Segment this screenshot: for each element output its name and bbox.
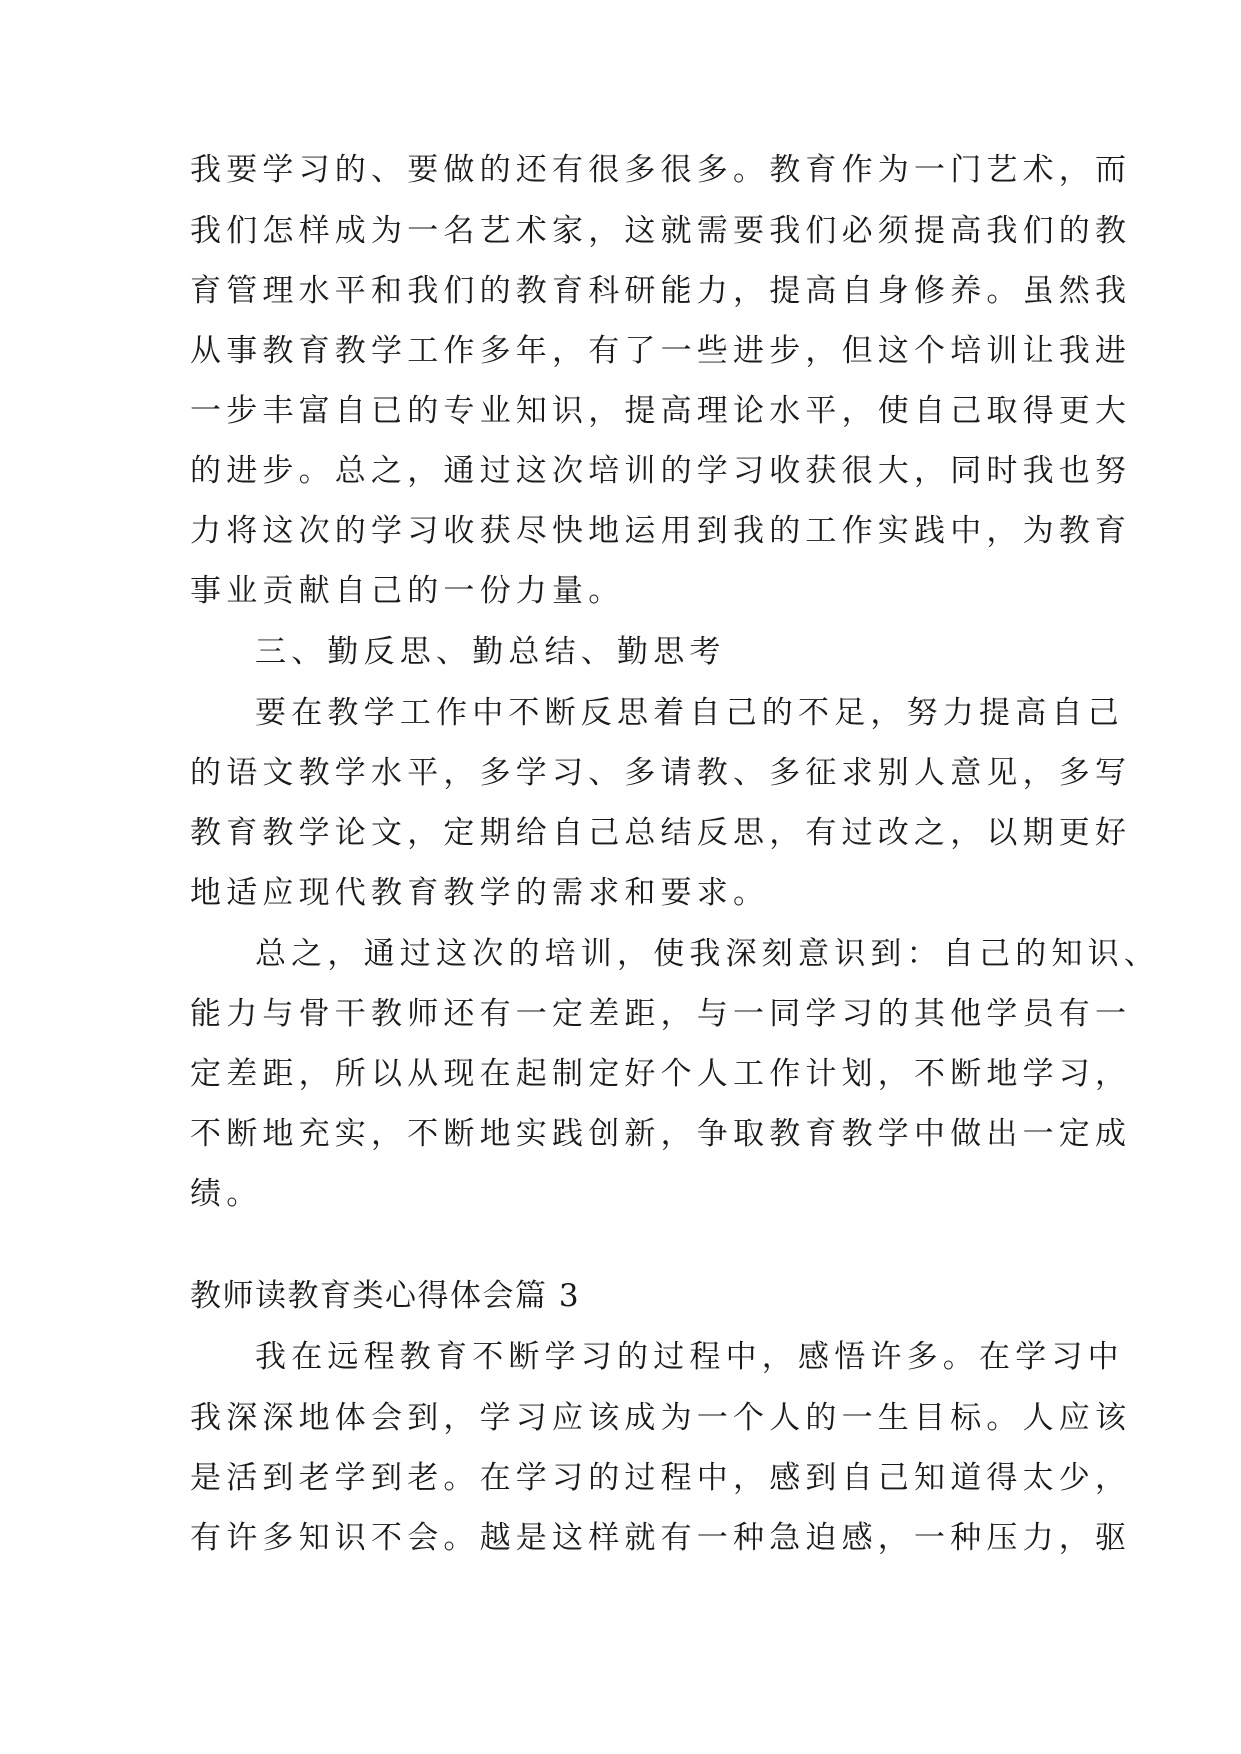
body-line: 有许多知识不会。越是这样就有一种急迫感，一种压力，驱 — [190, 1520, 1132, 1556]
body-line: 能力与骨干教师还有一定差距，与一同学习的其他学员有一 — [190, 996, 1132, 1032]
body-line: 教育教学论文，定期给自己总结反思，有过改之，以期更好 — [190, 815, 1132, 851]
body-line: 事业贡献自己的一份力量。 — [190, 573, 625, 609]
body-line: 育管理水平和我们的教育科研能力，提高自身修养。虽然我 — [190, 273, 1132, 309]
body-line: 是活到老学到老。在学习的过程中，感到自己知道得太少， — [190, 1460, 1132, 1496]
body-line: 我深深地体会到，学习应该成为一个人的一生目标。人应该 — [190, 1400, 1132, 1436]
body-line: 力将这次的学习收获尽快地运用到我的工作实践中，为教育 — [190, 513, 1132, 549]
body-line: 绩。 — [190, 1176, 263, 1212]
body-line: 地适应现代教育教学的需求和要求。 — [190, 875, 770, 911]
paragraph-start-line: 总之，通过这次的培训，使我深刻意识到：自己的知识、 — [255, 936, 1160, 972]
body-line: 我要学习的、要做的还有很多很多。教育作为一门艺术，而 — [190, 152, 1132, 188]
paragraph-start-line: 要在教学工作中不断反思着自己的不足，努力提高自己 — [255, 695, 1124, 731]
paragraph-start-line: 我在远程教育不断学习的过程中，感悟许多。在学习中 — [255, 1339, 1124, 1375]
body-line: 的语文教学水平，多学习、多请教、多征求别人意见，多写 — [190, 755, 1132, 791]
article-heading: 教师读教育类心得体会篇 3 — [190, 1278, 581, 1314]
body-line: 不断地充实，不断地实践创新，争取教育教学中做出一定成 — [190, 1116, 1132, 1152]
body-line: 一步丰富自已的专业知识，提高理论水平，使自己取得更大 — [190, 393, 1132, 429]
body-line: 我们怎样成为一名艺术家，这就需要我们必须提高我们的教 — [190, 213, 1132, 249]
body-line: 定差距，所以从现在起制定好个人工作计划，不断地学习， — [190, 1056, 1132, 1092]
body-line: 的进步。总之，通过这次培训的学习收获很大，同时我也努 — [190, 453, 1132, 489]
section-heading: 三、勤反思、勤总结、勤思考 — [255, 634, 726, 670]
body-line: 从事教育教学工作多年，有了一些进步，但这个培训让我进 — [190, 333, 1132, 369]
